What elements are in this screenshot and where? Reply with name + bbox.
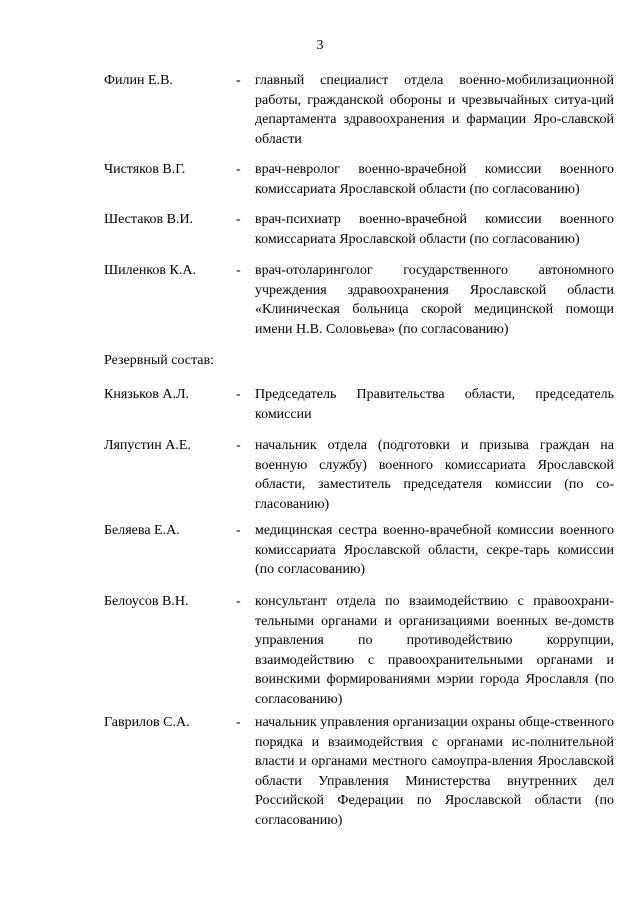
member-dash: - <box>236 438 241 453</box>
member-dash: - <box>236 715 241 730</box>
reserve-section-heading: Резервный состав: <box>104 353 215 368</box>
member-position: Председатель Правительства области, председатель комиссии <box>255 387 614 422</box>
member-name: Гаврилов С.А. <box>104 715 190 730</box>
member-dash: - <box>236 594 241 609</box>
member-position: врач-невролог военно-врачебной комиссии военного комиссариата Ярославской области (по согласованию) <box>255 162 614 197</box>
member-name: Князьков А.Л. <box>104 387 189 402</box>
page-number: 3 <box>316 38 324 53</box>
member-name: Белоусов В.Н. <box>104 594 189 609</box>
member-position: главный специалист отдела военно-мобилизационной работы, гражданской обороны и чрезвычайных ситуа-ций департамента здравоохранения и фармации Яро-славской области <box>255 73 614 147</box>
member-name: Чистяков В.Г. <box>104 162 186 177</box>
member-position: врач-отоларинголог государственного автономного учреждения здравоохранения Ярославской области «Клиническая больница скорой медицинской помощи имени Н.В. Соловьева» (по согласованию) <box>255 263 614 337</box>
member-dash: - <box>236 162 241 177</box>
member-name: Шестаков В.И. <box>104 212 194 227</box>
member-dash: - <box>236 73 241 88</box>
member-dash: - <box>236 212 241 227</box>
member-name: Беляева Е.А. <box>104 523 180 538</box>
member-name: Филин Е.В. <box>104 73 173 88</box>
member-name: Шиленков К.А. <box>104 263 196 278</box>
member-position: начальник отдела (подготовки и призыва граждан на военную службу) военного комиссариата Ярославской области, заместитель председателя комиссии (по со-гласованию) <box>255 438 614 512</box>
member-name: Ляпустин А.Е. <box>104 438 191 453</box>
member-position: медицинская сестра военно-врачебной комиссии военного комиссариата Ярославской области, секре-тарь комиссии (по согласованию) <box>255 523 614 578</box>
member-dash: - <box>236 523 241 538</box>
member-position: врач-психиатр военно-врачебной комиссии военного комиссариата Ярославской области (по согласованию) <box>255 212 614 247</box>
member-position: начальник управления организации охраны обще-ственного порядка и взаимодействия с органами ис-полнительной власти и органами местного самоупра-вления Ярославской области Управления Министерства внутренних дел Российской Федерации по Ярославской области (по согласованию) <box>255 715 614 828</box>
member-dash: - <box>236 263 241 278</box>
member-position: консультант отдела по взаимодействию с правоохрани-тельными органами и организациями военных ве-домств управления по противодействию коррупции, взаимодействию с правоохранительными органами и воинскими формированиями мэрии города Ярославля (по согласованию) <box>255 594 614 707</box>
member-dash: - <box>236 387 241 402</box>
